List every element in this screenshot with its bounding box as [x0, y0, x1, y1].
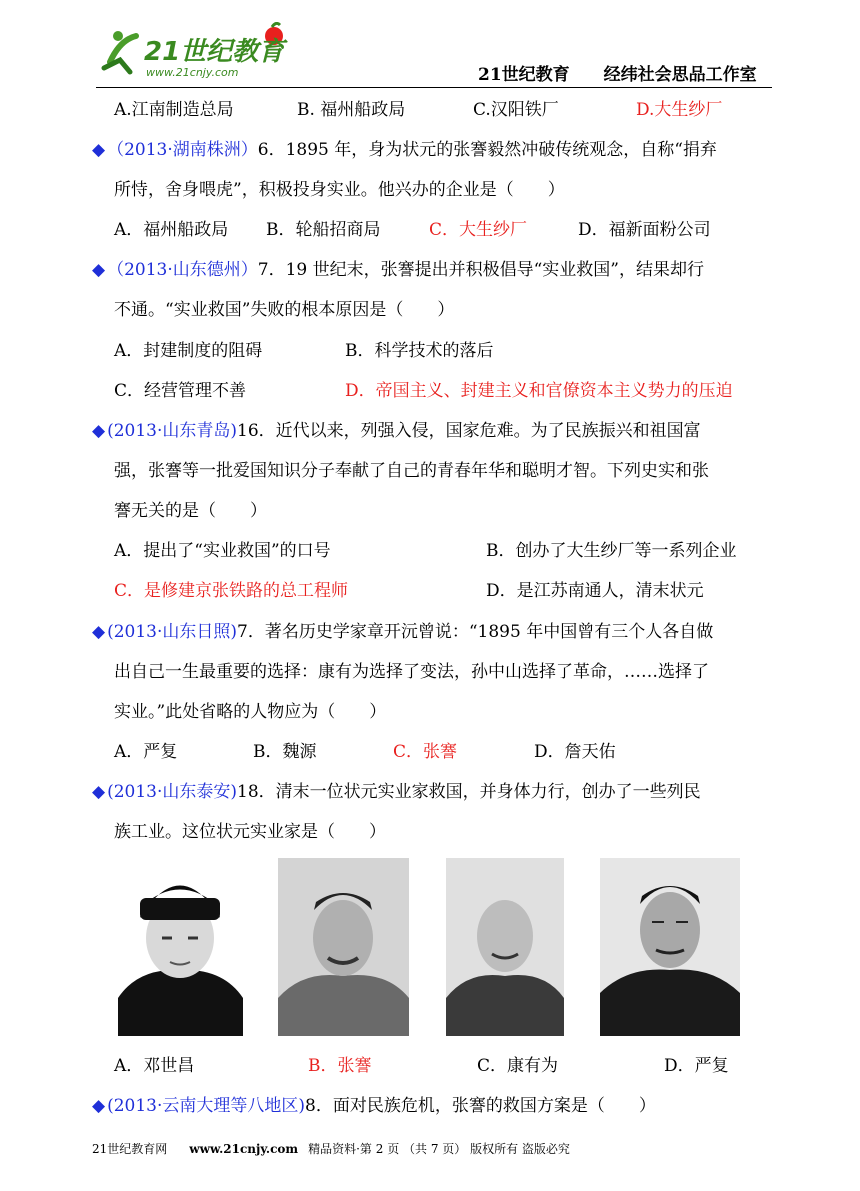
site-logo — [96, 22, 296, 84]
header-divider — [96, 87, 772, 88]
q6-option-d: D．福新面粉公司 — [578, 220, 711, 240]
q0-option-a: A.江南制造总局 — [114, 100, 234, 120]
q7a-stem-line-2: 不通。“实业救国”失败的根本原因是（ ） — [114, 300, 455, 320]
q0-option-b: B. 福州船政局 — [297, 100, 406, 120]
diamond-bullet-icon: ◆ — [92, 260, 106, 280]
q16-option-d: D．是江苏南通人，清末状元 — [486, 581, 704, 601]
q7a-option-c: C．经营管理不善 — [114, 381, 247, 401]
diamond-bullet-icon: ◆ — [92, 782, 106, 802]
q7b-stem-line-1 — [92, 620, 713, 644]
q7b-option-b: B．魏源 — [253, 742, 317, 762]
diamond-bullet-icon: ◆ — [92, 421, 106, 441]
diamond-bullet-icon: ◆ — [92, 140, 106, 160]
q7a-stem-line-1 — [92, 258, 704, 282]
footer-page-info: 精品资料·第 2 页 （共 7 页） 版权所有 盗版必究 — [308, 1142, 570, 1156]
header-title-1: 21世纪教育 — [478, 65, 570, 85]
diamond-bullet-icon: ◆ — [92, 622, 106, 642]
q16-stem-line-3: 謇无关的是（ ） — [114, 501, 267, 521]
q16-option-a: A．提出了“实业救国”的口号 — [114, 541, 331, 561]
q18-text-1: 18．清末一位状元实业家救国，并身体力行，创办了一些列民 — [237, 782, 701, 802]
q18-option-b-answer: B．张謇 — [308, 1056, 372, 1076]
q6-source: （2013·湖南株洲） — [107, 140, 258, 160]
q6-option-a: A．福州船政局 — [114, 220, 229, 240]
q18-option-c: C．康有为 — [477, 1056, 559, 1076]
q7a-text-1: 7．19 世纪末，张謇提出并积极倡导“实业救国”，结果却行 — [257, 260, 704, 280]
diamond-bullet-icon: ◆ — [92, 1096, 106, 1116]
q8-source: (2013·云南大理等八地区) — [107, 1096, 306, 1116]
q7b-option-d: D．詹天佑 — [534, 742, 616, 762]
q6-stem-line-2: 所恃，舍身喂虎”，积极投身实业。他兴办的企业是（ ） — [114, 180, 565, 200]
footer-site-name: 21世纪教育网 — [92, 1142, 168, 1156]
logo-graphic — [96, 22, 296, 84]
q16-stem-line-1 — [92, 419, 701, 443]
portrait-a-image — [118, 858, 243, 1036]
footer-site-url: www.21cnjy.com — [189, 1142, 299, 1156]
portrait-b-image — [278, 858, 409, 1036]
q16-source: (2013·山东青岛) — [107, 421, 238, 441]
q18-stem-line-1 — [92, 780, 701, 804]
q7b-option-c-answer: C．张謇 — [393, 742, 458, 762]
header-title — [478, 60, 757, 85]
q16-option-c-answer: C．是修建京张铁路的总工程师 — [114, 581, 349, 601]
q18-source: (2013·山东泰安) — [107, 782, 238, 802]
header-title-2: 经纬社会思品工作室 — [603, 65, 757, 85]
q16-stem-line-2: 强，张謇等一批爱国知识分子奉献了自己的青春年华和聪明才智。下列史实和张 — [114, 461, 709, 481]
portrait-d-image — [600, 858, 740, 1036]
q18-stem-line-2: 族工业。这位状元实业家是（ ） — [114, 822, 386, 842]
q7a-option-d-answer: D．帝国主义、封建主义和官僚资本主义势力的压迫 — [345, 381, 733, 401]
q16-text-1: 16．近代以来，列强入侵，国家危难。为了民族振兴和祖国富 — [237, 421, 701, 441]
q16-option-b: B．创办了大生纱厂等一系列企业 — [486, 541, 737, 561]
q18-option-d: D．严复 — [664, 1056, 729, 1076]
q6-text-1: 6．1895 年，身为状元的张謇毅然冲破传统观念，自称“捐弃 — [257, 140, 717, 160]
q7a-option-a: A．封建制度的阻碍 — [114, 341, 263, 361]
q8-text-1: 8．面对民族危机，张謇的救国方案是（ ） — [305, 1096, 656, 1116]
portrait-c-image — [446, 858, 564, 1036]
q7a-option-b: B．科学技术的落后 — [345, 341, 494, 361]
logo-url: www.21cnjy.com — [146, 66, 239, 79]
q6-option-b: B．轮船招商局 — [266, 220, 381, 240]
q6-option-c-answer: C．大生纱厂 — [429, 220, 528, 240]
q7a-source: （2013·山东德州） — [107, 260, 258, 280]
q18-option-a: A．邓世昌 — [114, 1056, 195, 1076]
q7b-source: (2013·山东日照) — [107, 622, 238, 642]
q7b-text-1: 7．著名历史学家章开沅曾说：“1895 年中国曾有三个人各自做 — [237, 622, 714, 642]
logo-text: 21世纪教育 — [144, 37, 285, 67]
page-footer — [92, 1140, 570, 1157]
q0-option-c: C.汉阳铁厂 — [473, 100, 559, 120]
q7b-stem-line-3: 实业。”此处省略的人物应为（ ） — [114, 702, 387, 722]
q8-stem-line-1 — [92, 1094, 656, 1118]
q7b-option-a: A．严复 — [114, 742, 178, 762]
q0-option-d-answer: D.大生纱厂 — [636, 100, 723, 120]
q7b-stem-line-2: 出自己一生最重要的选择：康有为选择了变法，孙中山选择了革命，……选择了 — [114, 662, 709, 682]
q6-stem-line-1 — [92, 138, 717, 162]
